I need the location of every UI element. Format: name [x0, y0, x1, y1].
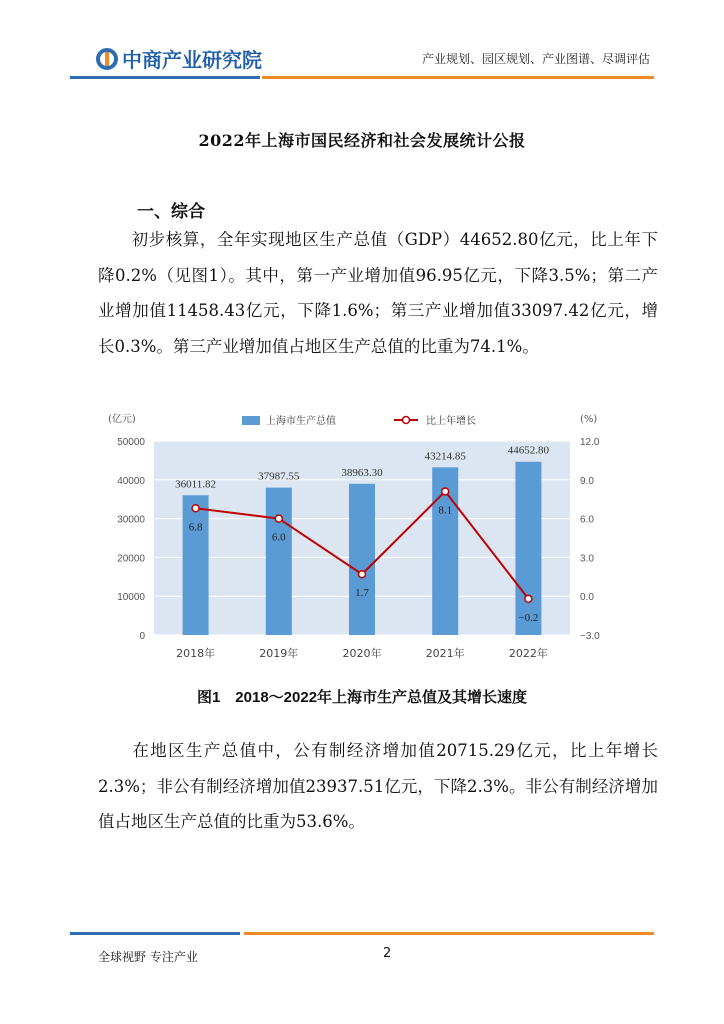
left-axis-unit: (亿元)	[108, 414, 136, 425]
growth-value-label: 1.7	[355, 587, 369, 600]
footer-divider-orange	[244, 932, 654, 935]
bar	[515, 462, 541, 635]
legend-bar-label: 上海市生产总值	[266, 416, 336, 427]
growth-value-label: −0.2	[518, 611, 539, 624]
right-tick-label: −3.0	[580, 631, 600, 642]
left-tick-label: 40000	[117, 475, 145, 487]
bar-value-label: 43214.85	[424, 450, 466, 463]
growth-value-label: 6.8	[188, 521, 203, 534]
x-tick-label: 2021年	[425, 647, 465, 660]
bar-value-label: 36011.82	[175, 478, 217, 491]
bar	[183, 495, 209, 635]
paragraph-summary-text: 初步核算，全年实现地区生产总值（GDP）44652.80亿元，比上年下降0.2%（见图1）。其中，第一产业增加值96.95亿元，下降3.5%；第二产业增加值11458.43亿元，下降1.6%；第三产业增加值33097.42亿元，增长0.3%。第三产业增加值占地区生产总值的比重为74.1%。	[98, 230, 658, 356]
logo-icon	[96, 48, 118, 70]
figure-caption: 图1 2018～2022年上海市生产总值及其增长速度	[196, 689, 528, 706]
growth-point	[359, 571, 366, 578]
growth-point	[275, 515, 282, 522]
gdp-chart	[96, 408, 626, 673]
bar-value-label: 44652.80	[507, 444, 550, 457]
bar	[266, 488, 292, 635]
logo	[96, 44, 262, 73]
growth-point	[442, 488, 449, 495]
right-tick-label: 6.0	[580, 514, 594, 526]
bar-value-label: 38963.30	[341, 466, 383, 479]
growth-value-label: 6.0	[271, 531, 286, 544]
x-tick-label: 2018年	[176, 647, 216, 660]
right-axis-unit: (%)	[580, 414, 598, 425]
growth-value-label: 8.1	[438, 504, 453, 517]
footer-slogan: 全球视野 专注产业	[98, 950, 198, 964]
right-tick-label: 3.0	[580, 553, 594, 565]
bar-value-label: 37987.55	[258, 470, 300, 483]
left-tick-label: 20000	[117, 553, 145, 565]
left-tick-label: 50000	[117, 437, 145, 448]
footer-divider-blue	[70, 932, 240, 935]
paragraph-ownership-text: 在地区生产总值中，公有制经济增加值20715.29亿元，比上年增长2.3%；非公有制经济增加值23937.51亿元，下降2.3%。非公有制经济增加值占地区生产总值的比重为53.6%。	[98, 741, 658, 831]
page-number: 2	[383, 946, 392, 961]
left-tick-label: 10000	[117, 592, 145, 604]
header-divider-blue	[70, 76, 260, 79]
legend-line-marker	[403, 417, 410, 424]
x-tick-label: 2019年	[259, 647, 299, 660]
header-divider-orange	[262, 76, 654, 79]
bar	[349, 484, 375, 635]
right-tick-label: 12.0	[580, 437, 600, 448]
legend-line-label: 比上年增长	[426, 416, 476, 427]
section-heading: 一、综合	[137, 202, 205, 222]
left-tick-label: 0	[139, 631, 145, 642]
page-header	[0, 0, 724, 90]
growth-point	[192, 505, 199, 512]
header-tagline: 产业规划、园区规划、产业图谱、尽调评估	[421, 52, 650, 66]
right-tick-label: 9.0	[580, 475, 594, 487]
x-tick-label: 2020年	[342, 647, 382, 660]
x-tick-label: 2022年	[508, 647, 548, 660]
legend-bar-swatch	[242, 416, 260, 425]
document-title: 2022年上海市国民经济和社会发展统计公报	[198, 131, 526, 150]
paragraph-ownership	[98, 733, 658, 840]
left-tick-label: 30000	[117, 514, 145, 526]
logo-text: 中商产业研究院	[122, 48, 262, 72]
paragraph-summary	[98, 222, 658, 364]
growth-point	[525, 595, 532, 602]
right-tick-label: 0.0	[580, 592, 594, 604]
